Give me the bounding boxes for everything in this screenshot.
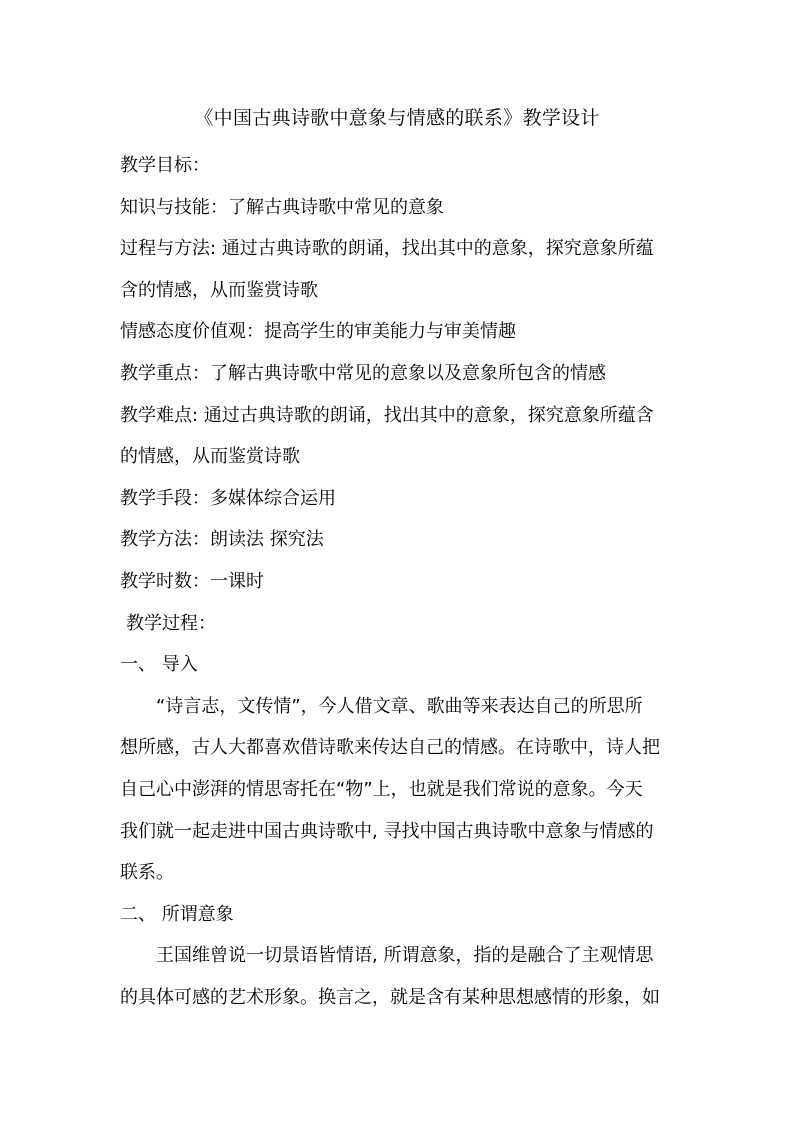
text-line: 我们就一起走进中国古典诗歌中, 寻找中国古典诗歌中意象与情感的	[120, 820, 654, 842]
text-line: 自己心中澎湃的情思寄托在“物”上，也就是我们常说的意象。今天	[120, 778, 643, 800]
text-line: 教学过程：	[126, 612, 216, 634]
text-line: 的具体可感的艺术形象。换言之，就是含有某种思想感情的形象，如	[120, 986, 660, 1008]
text-line: 联系。	[120, 862, 174, 884]
document-title: 《中国古典诗歌中意象与情感的联系》教学设计	[194, 107, 600, 129]
text-line: 教学目标：	[120, 155, 210, 176]
text-line: 知识与技能：了解古典诗歌中常见的意象	[120, 196, 444, 218]
text-line: 教学难点: 通过古典诗歌的朗诵，找出其中的意象，探究意象所蕴含	[120, 404, 654, 426]
text-line: 情感态度价值观：提高学生的审美能力与审美情趣	[120, 321, 516, 343]
text-line: 王国维曾说一切景语皆情语, 所谓意象，指的是融合了主观情思	[156, 945, 654, 967]
document-body	[120, 145, 680, 1018]
text-line: 含的情感，从而鉴赏诗歌	[120, 279, 318, 301]
text-line: 的情感，从而鉴赏诗歌	[120, 446, 300, 468]
text-line: 二、 所谓意象	[120, 903, 234, 925]
text-line: “诗言志，文传情”，今人借文章、歌曲等来表达自己的所思所	[156, 695, 643, 717]
text-line: 想所感，古人大都喜欢借诗歌来传达自己的情感。在诗歌中，诗人把	[120, 737, 660, 759]
text-line: 教学方法：朗读法 探究法	[120, 529, 324, 551]
text-line: 过程与方法: 通过古典诗歌的朗诵，找出其中的意象，探究意象所蕴	[120, 238, 654, 260]
text-line: 一、 导入	[120, 654, 198, 676]
text-line: 教学手段：多媒体综合运用	[120, 487, 336, 509]
text-line: 教学重点：了解古典诗歌中常见的意象以及意象所包含的情感	[120, 362, 606, 384]
text-line: 教学时数：一课时	[120, 570, 264, 592]
